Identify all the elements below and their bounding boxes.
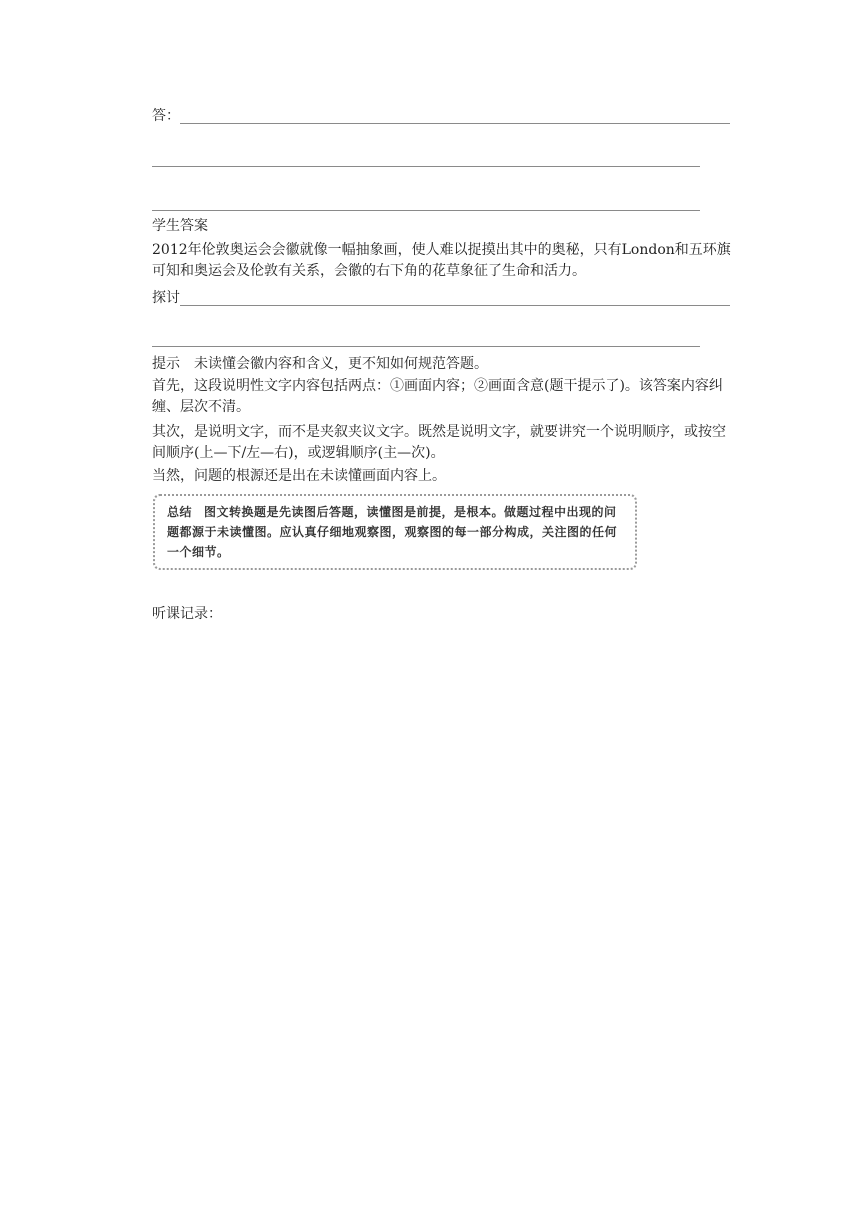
discussion-blank-line[interactable] (180, 305, 730, 306)
discussion-blank-line-2[interactable] (152, 346, 700, 347)
tip-label: 提示 (152, 356, 180, 372)
hint-second: 其次，是说明文字，而不是夹叙夹议文字。既然是说明文字，就要讲究一个说明顺序，或按空间顺序(上—下/左—右)，或逻辑顺序(主—次)。 (152, 424, 726, 461)
answer-row (152, 106, 730, 126)
notes-label: 听课记录： (152, 606, 222, 622)
student-answer-body: 2012年伦敦奥运会会徽就像一幅抽象画，使人难以捉摸出其中的奥秘，只有London和五环旗可知和奥运会及伦敦有关系，会徽的右下角的花草象征了生命和活力。 (152, 242, 731, 279)
hint-third: 当然，问题的根源还是出在未读懂画面内容上。 (152, 468, 446, 484)
discussion-label: 探讨 (152, 290, 180, 306)
answer-label: 答： (152, 108, 180, 124)
tip-text: 未读懂会徽内容和含义，更不知如何规范答题。 (194, 356, 488, 372)
answer-blank-line-2[interactable] (152, 166, 700, 167)
tip-row (152, 354, 488, 374)
summary-tag: 总结 (167, 505, 193, 519)
summary-text: 图文转换题是先读图后答题，读懂图是前提，是根本。做题过程中出现的问题都源于未读懂图。应认真仔细地观察图，观察图的每一部分构成，关注图的任何一个细节。 (167, 505, 618, 559)
answer-blank-line[interactable] (180, 123, 730, 124)
summary-box (153, 494, 637, 570)
answer-blank-line-3[interactable] (152, 210, 700, 211)
student-answer-heading: 学生答案 (152, 218, 208, 234)
student-answer-text (152, 240, 738, 282)
hint-first: 首先，这段说明性文字内容包括两点：①画面内容；②画面含意(题干提示了)。该答案内容纠缠、层次不清。 (152, 378, 723, 415)
discussion-row (152, 288, 730, 308)
